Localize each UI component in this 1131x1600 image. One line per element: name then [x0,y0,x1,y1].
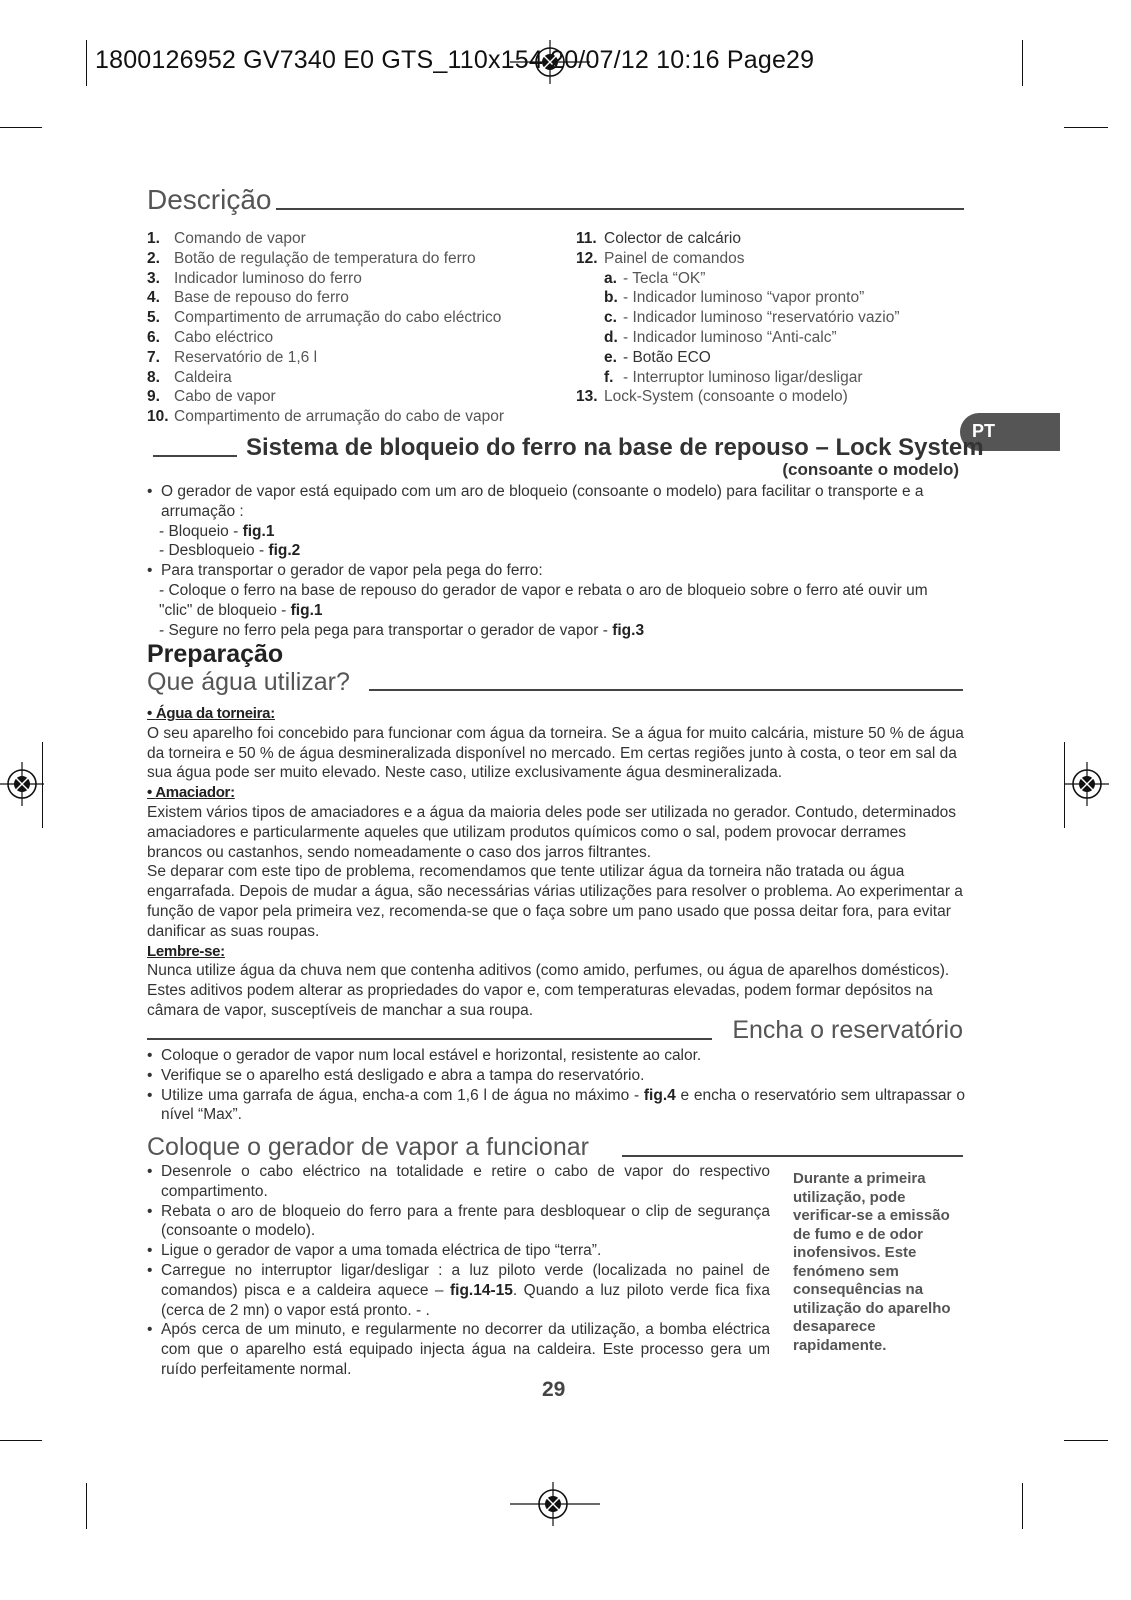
list-item: • Ligue o gerador de vapor a uma tomada eléctrica de tipo “terra”. [147,1241,770,1261]
subheading: Lembre-se: [147,942,225,960]
list-item: 12. Painel de comandos [576,249,745,267]
list-item: 9. Cabo de vapor [147,388,276,406]
side-note: Durante a primeira utilização, pode verificar-se a emissão de fumo e de odor inofensivos. Este fenómeno sem consequências na utilização do aparelho desaparece rapidamente. [793,1170,951,1354]
paragraph: Se deparar com este tipo de problema, recomendamos que tente utilizar água da torneira não tratada ou água engarrafada. Depois de mudar a água, são necessárias várias utilizações para resolver o problema. Ao experimentar a função de vapor pela primeira vez, recomenda-se que o faça sobre um pano usado que possa deitar fora, para evitar danificar as suas roupas. [147,863,963,940]
list-item: • Para transportar o gerador de vapor pela pega do ferro: [147,561,965,581]
list-item: f. - Interruptor luminoso ligar/desligar [604,368,863,386]
crop-mark [86,40,87,86]
paragraph: O seu aparelho foi concebido para funcionar com água da torneira. Se a água for muito calcária, misture 50 % de água da torneira e 50 % de água desmineralizada disponível no mercado. Em certas regiões junto à costa, o teor em sal da sua água pode ser muito elevado. Neste caso, utilize exclusivamente água desmineralizada. [147,724,964,782]
list-item: c. - Indicador luminoso “reservatório vazio” [604,309,900,327]
section-subtitle: (consoante o modelo) [782,460,959,479]
crop-mark [1064,1440,1108,1441]
list-item: 1. Comando de vapor [147,230,306,247]
list-item: 11. Colector de calcário [576,230,741,247]
list-item: 8. Caldeira [147,368,232,386]
list-item: 10. Compartimento de arrumação do cabo de vapor [147,408,504,426]
section-rule [276,208,964,210]
section-title-que-agua: Que água utilizar? [147,668,350,696]
crop-mark [0,1440,42,1441]
list-item: • Coloque o gerador de vapor num local estável e horizontal, resistente ao calor. [147,1046,965,1066]
list-item: 2. Botão de regulação de temperatura do ferro [147,249,476,267]
print-header: 1800126952 GV7340 E0 GTS_110x154 20/07/12 10:16 Page29 [95,46,815,74]
section-title-lock: Sistema de bloqueio do ferro na base de repouso – Lock System [246,434,984,461]
list-item: - Bloqueio - fig.1 [159,522,275,540]
list-item: - Segure no ferro pela pega para transportar o gerador de vapor - fig.3 [159,621,645,639]
list-item: • Carregue no interruptor ligar/desligar : a luz piloto verde (localizada no painel de comandos) pisca e a caldeira aquece – fig.14-15. Quando a luz piloto verde fica fixa (cerca de 2 mn) o vapor está pronto. - . [147,1261,770,1320]
page-number: 29 [542,1378,566,1401]
section-title-coloque: Coloque o gerador de vapor a funcionar [147,1133,589,1161]
list-item: d. - Indicador luminoso “Anti-calc” [604,328,837,346]
list-item: 6. Cabo eléctrico [147,328,274,346]
list-item: 5. Compartimento de arrumação do cabo eléctrico [147,309,502,327]
fill-content [147,1046,965,1125]
registration-mark-icon [510,1482,600,1526]
registration-mark-icon [0,762,44,806]
list-item: a. - Tecla “OK” [604,269,706,287]
list-item: • O gerador de vapor está equipado com um aro de bloqueio (consoante o modelo) para facilitar o transporte e a arrumação : [147,482,965,522]
section-title-encha: Encha o reservatório [732,1016,963,1044]
section-rule [622,1155,963,1157]
paragraph: Existem vários tipos de amaciadores e a água da maioria deles pode ser utilizada no gerador. Contudo, determinados amaciadores e particularmente aqueles que utilizam produtos químicos como o sal, podem provocar derrames brancos ou castanhos, sendo nomeadamente o caso dos jarros filtrantes. [147,803,957,861]
paragraph: Nunca utilize água da chuva nem que contenha aditivos (como amido, perfumes, ou água de aparelhos domésticos). Estes aditivos podem alterar as propriedades do vapor e, com temperaturas elevadas, podem formar depósitos na câmara de vapor, susceptíveis de manchar a sua roupa. [147,962,950,1019]
component-list-right [576,229,976,407]
section-title-descricao: Descrição [147,184,272,215]
component-list-left [147,229,567,427]
list-item: 4. Base de repouso do ferro [147,289,349,307]
crop-mark [1022,40,1023,86]
section-rule [153,455,237,457]
list-item: • Após cerca de um minuto, e regularmente no decorrer da utilização, a bomba eléctrica com que o aparelho está equipado injecta água na caldeira. Este processo gera um ruído perfeitamente normal. [147,1320,770,1379]
language-tab: PT [960,413,1060,451]
subheading: • Amaciador: [147,784,235,802]
list-item: 3. Indicador luminoso do ferro [147,269,362,287]
subheading: • Água da torneira: [147,705,275,722]
list-item: - Coloque o ferro na base de repouso do gerador de vapor e rebata o aro de bloqueio sobre o ferro até ouvir um "clic" de bloqueio - fig.1 [159,581,928,619]
list-item: • Utilize uma garrafa de água, encha-a com 1,6 l de água no máximo - fig.4 e encha o reservatório sem ultrapassar o nível “Max”. [147,1086,965,1126]
water-content [147,704,965,1021]
list-item: e. - Botão ECO [604,348,711,366]
list-item: • Desenrole o cabo eléctrico na totalidade e retire o cabo de vapor do respectivo compartimento. [147,1162,770,1202]
crop-mark [0,127,42,128]
crop-mark [1022,1483,1023,1529]
operate-content [147,1162,770,1380]
crop-mark [1064,127,1108,128]
crop-mark [86,1483,87,1529]
registration-mark-icon [1065,762,1109,806]
section-rule [369,689,963,691]
list-item: 7. Reservatório de 1,6 l [147,348,318,366]
section-title-preparacao: Preparação [147,640,284,668]
list-item: • Rebata o aro de bloqueio do ferro para a frente para desbloquear o clip de segurança (consoante o modelo). [147,1202,770,1242]
section-rule [147,1038,712,1040]
list-item: b. - Indicador luminoso “vapor pronto” [604,289,865,307]
list-item: 13. Lock-System (consoante o modelo) [576,388,848,406]
list-item: - Desbloqueio - fig.2 [159,542,301,560]
lock-content [147,482,965,640]
list-item: • Verifique se o aparelho está desligado e abra a tampa do reservatório. [147,1066,965,1086]
